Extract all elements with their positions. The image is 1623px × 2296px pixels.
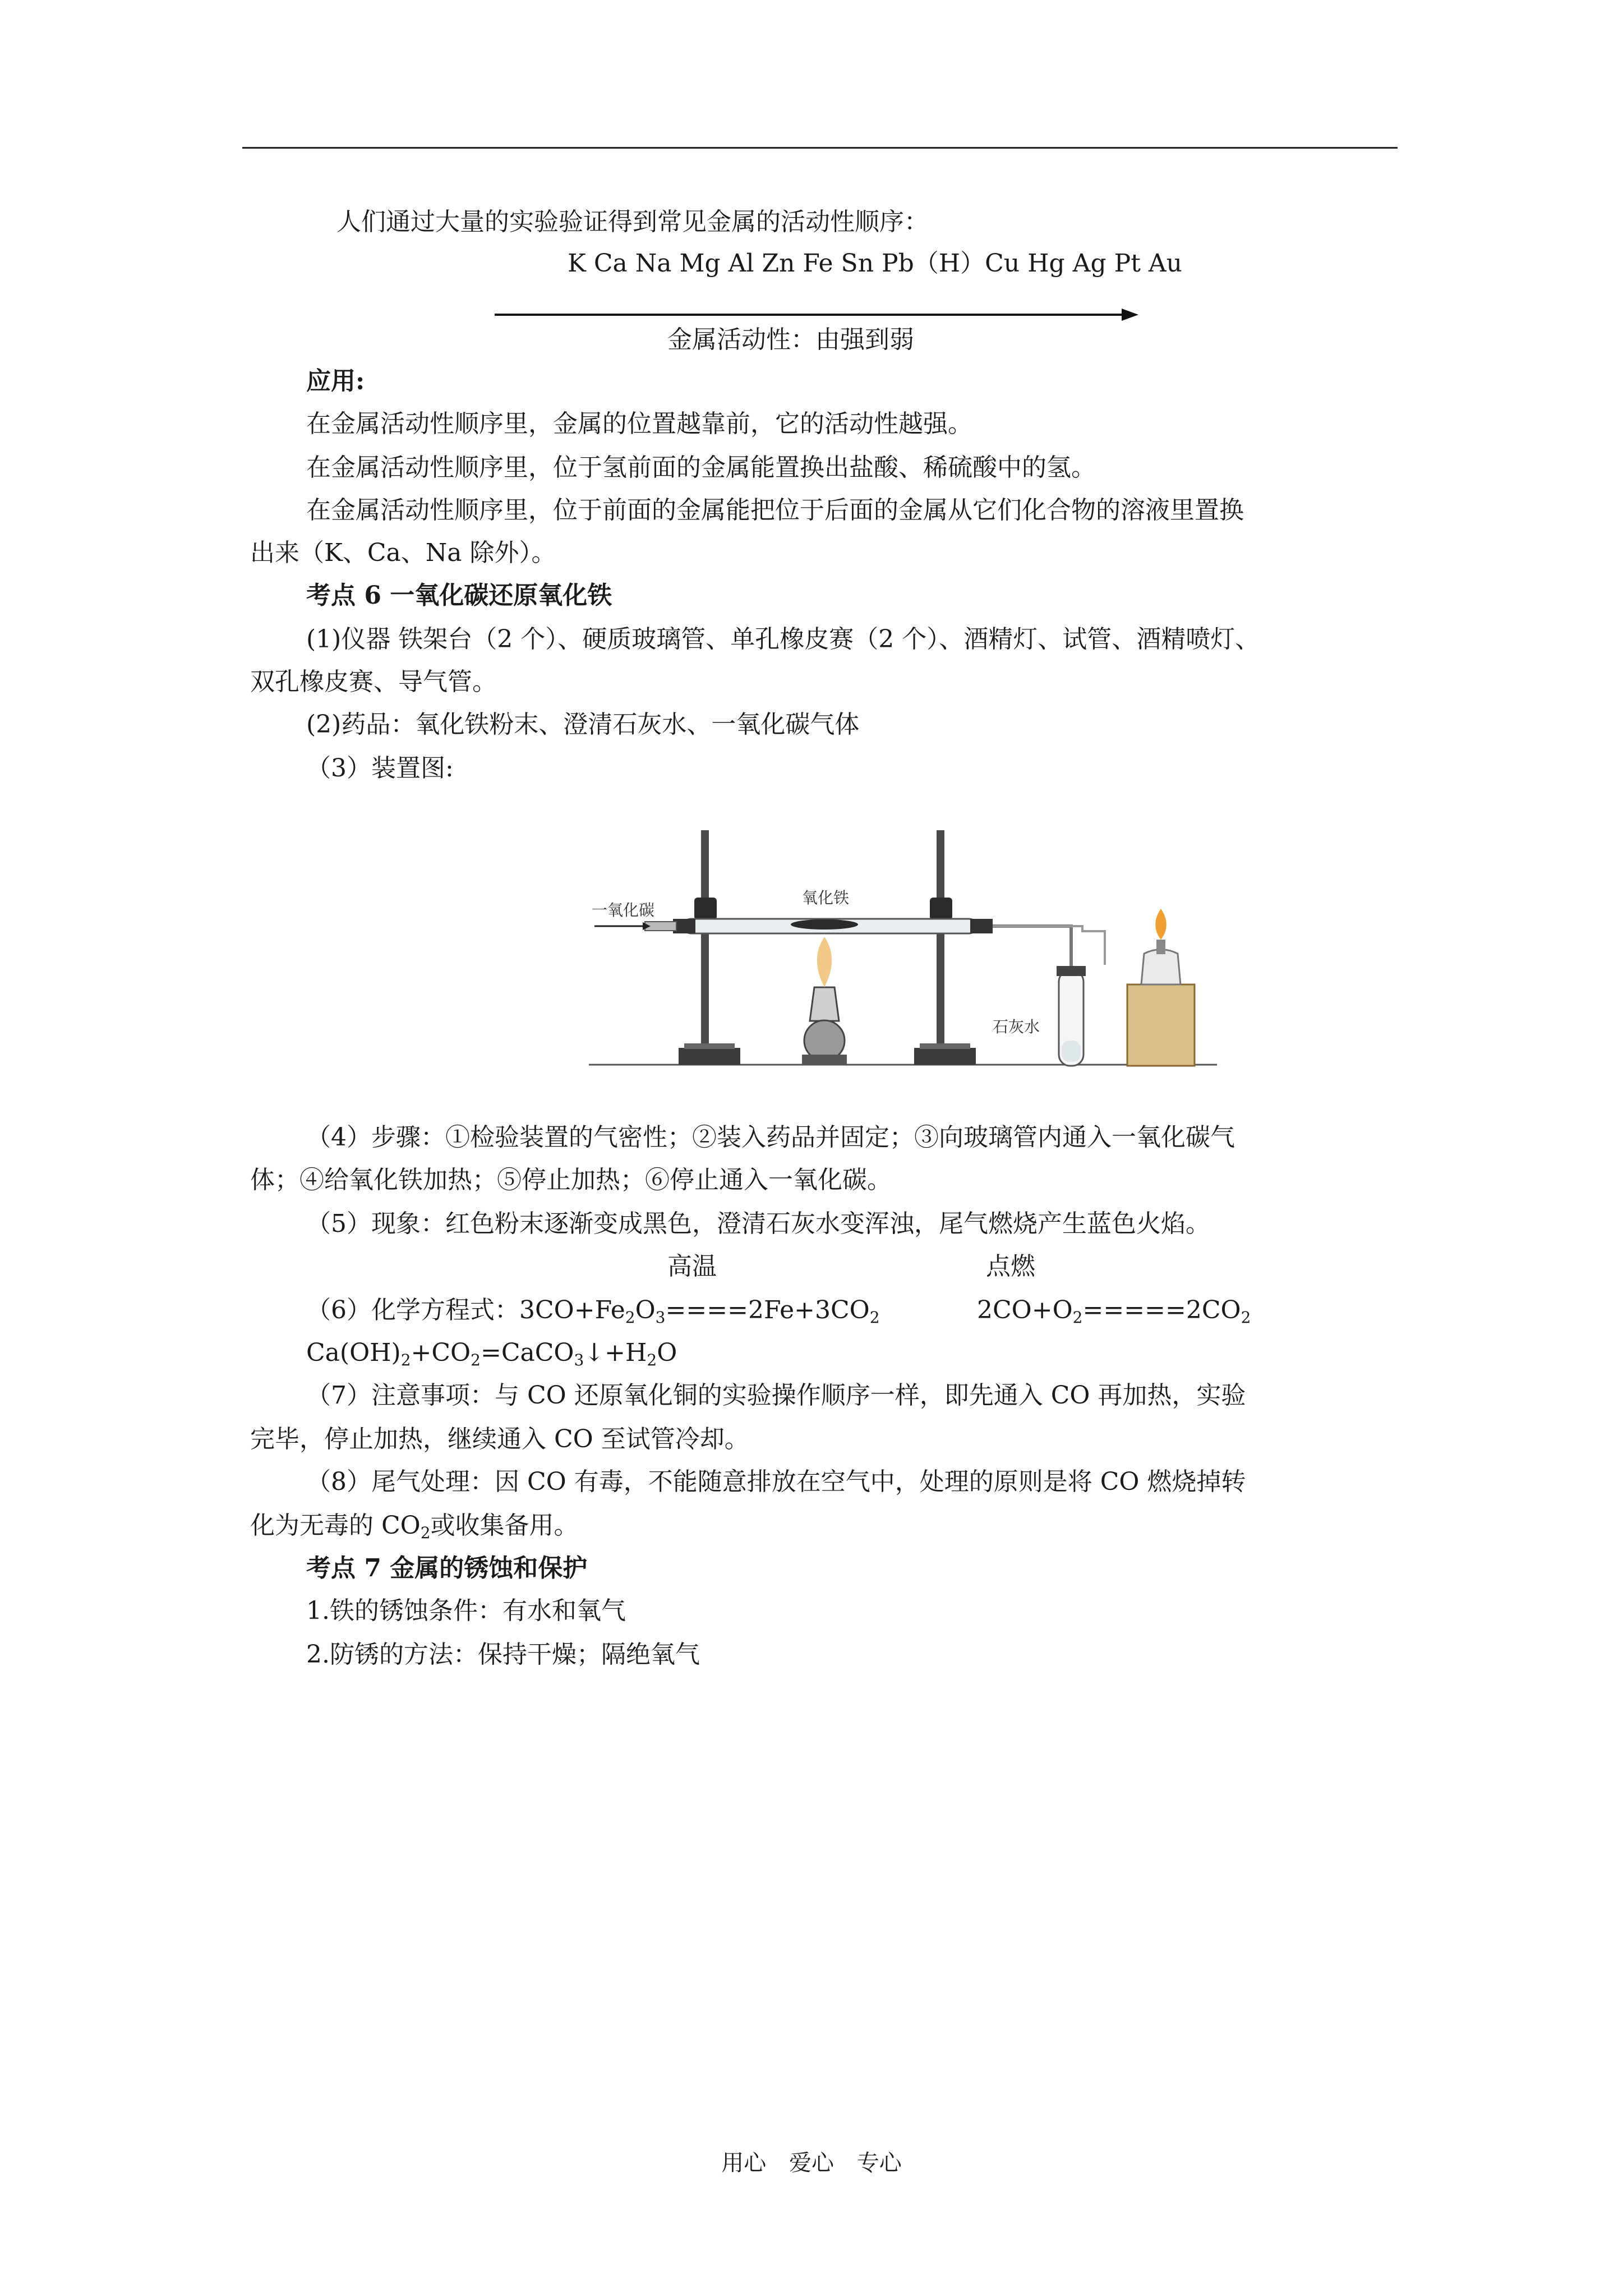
series-caption: 金属活动性：由强到弱 — [667, 325, 914, 354]
kp6-instruments-line1: (1)仪器 铁架台（2 个）、硬质玻璃管、单孔橡皮赛（2 个）、酒精灯、试管、酒精喷灯、 — [306, 625, 1260, 654]
label-limewater: 石灰水 — [993, 1018, 1040, 1036]
kp7-item-2: 2.防锈的方法：保持干燥；隔绝氧气 — [306, 1640, 700, 1669]
kp7-heading: 考点 7 金属的锈蚀和保护 — [306, 1554, 588, 1582]
intro-text: 人们通过大量的实验验证得到常见金属的活动性顺序： — [336, 208, 929, 236]
application-3-line2: 出来（K、Ca、Na 除外）。 — [250, 539, 556, 567]
right-stand-rod — [937, 830, 944, 1052]
equation-3: $Ca(OH)_2+CO_2=CaCO_3↓+H_2O$ — [306, 1338, 677, 1369]
application-2: 在金属活动性顺序里，位于氢前面的金属能置换出盐酸、稀硫酸中的氢。 — [306, 453, 1096, 482]
burner-flame — [817, 937, 832, 987]
condition-ignite: 点燃 — [986, 1252, 1035, 1281]
activity-arrow-icon — [495, 306, 1138, 323]
left-clamp — [694, 898, 717, 920]
kp6-steps-line2: 体；④给氧化铁加热；⑤停止加热；⑥停止通入一氧化碳。 — [250, 1166, 892, 1194]
eq1-part-a: 3CO+Fe — [519, 1296, 625, 1324]
header-rule — [242, 147, 1398, 149]
left-stand-rod — [701, 830, 709, 1052]
kp6-tailgas-line1: （8）尾气处理：因 CO 有毒，不能随意排放在空气中，处理的原则是将 CO 燃烧掉转 — [306, 1467, 1246, 1496]
application-heading: 应用: — [306, 367, 365, 395]
lamp-flame — [1155, 909, 1166, 940]
ferric-oxide-powder — [791, 919, 858, 930]
kp6-tailgas-line2: 化为无毒的 $CO_2$或收集备用。 — [250, 1511, 579, 1542]
left-stand-base — [679, 1048, 740, 1065]
kp6-reagents: (2)药品：氧化铁粉末、澄清石灰水、一氧化碳气体 — [306, 710, 860, 739]
equation-prefix: （6）化学方程式： — [306, 1296, 519, 1324]
alcohol-lamp — [1141, 950, 1181, 985]
wood-block — [1127, 984, 1195, 1066]
kp6-heading: 考点 6 一氧化碳还原氧化铁 — [306, 581, 612, 610]
kp6-instruments-line2: 双孔橡皮赛、导气管。 — [250, 668, 497, 696]
kp6-phenomena: （5）现象：红色粉末逐渐变成黑色，澄清石灰水变浑浊，尾气燃烧产生蓝色火焰。 — [306, 1209, 1210, 1238]
kp6-apparatus-caption: （3）装置图: — [306, 754, 454, 783]
label-ferric-oxide: 氧化铁 — [802, 889, 850, 907]
right-stopper — [970, 919, 993, 933]
right-clamp — [930, 898, 952, 920]
equation-line-1: （6）化学方程式：$3CO+Fe_2O_3====2Fe+3CO_2$ — [306, 1296, 880, 1327]
kp6-steps-line1: （4）步骤：①检验装置的气密性；②装入药品并固定；③向玻璃管内通入一氧化碳气 — [306, 1123, 1235, 1152]
label-co: 一氧化碳 — [592, 901, 655, 919]
page-footer: 用心 爱心 专心 — [721, 2150, 902, 2176]
application-1: 在金属活动性顺序里，金属的位置越靠前，它的活动性越强。 — [306, 409, 972, 438]
application-3-line1: 在金属活动性顺序里，位于前面的金属能把位于后面的金属从它们化合物的溶液里置换 — [306, 496, 1244, 524]
kp6-notes-line1: （7）注意事项：与 CO 还原氧化铜的实验操作顺序一样，即先通入 CO 再加热，实验 — [306, 1381, 1246, 1410]
kp7-item-1: 1.铁的锈蚀条件：有水和氧气 — [306, 1596, 626, 1625]
right-stand-base — [914, 1048, 976, 1065]
condition-high-temp: 高温 — [667, 1252, 717, 1281]
activity-series: K Ca Na Mg Al Zn Fe Sn Pb（H）Cu Hg Ag Pt Au — [568, 249, 1182, 278]
kp6-notes-line2: 完毕，停止加热，继续通入 CO 至试管冷却。 — [250, 1425, 749, 1453]
equation-2: $2CO+O_2=====2CO_2$ — [977, 1296, 1251, 1327]
apparatus-diagram — [589, 819, 1217, 1088]
